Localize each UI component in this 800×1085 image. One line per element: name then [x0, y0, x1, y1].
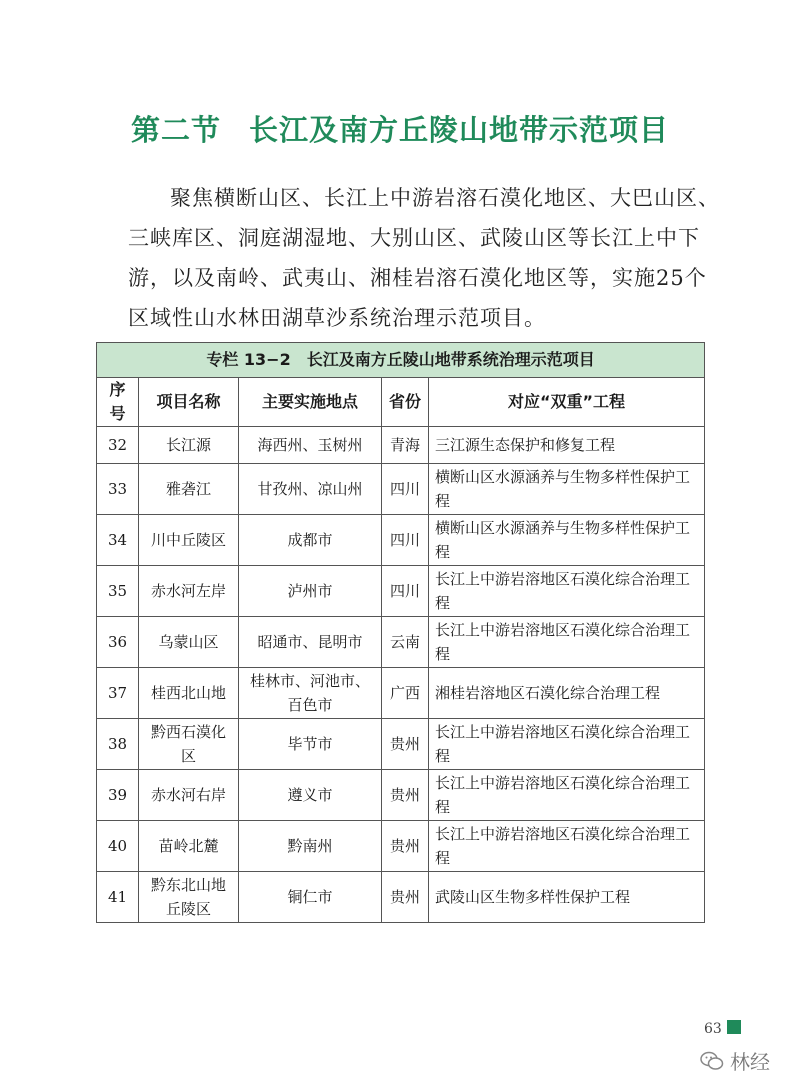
cell-location: 成都市 — [239, 515, 382, 566]
column-header-name: 项目名称 — [139, 378, 239, 427]
cell-province: 云南 — [382, 617, 429, 668]
cell-province: 四川 — [382, 464, 429, 515]
cell-no: 39 — [97, 770, 139, 821]
cell-no: 35 — [97, 566, 139, 617]
cell-no: 40 — [97, 821, 139, 872]
cell-no: 38 — [97, 719, 139, 770]
column-header-project: 对应“双重”工程 — [429, 378, 705, 427]
cell-location: 甘孜州、凉山州 — [239, 464, 382, 515]
cell-project: 横断山区水源涵养与生物多样性保护工程 — [429, 464, 705, 515]
watermark — [700, 1046, 770, 1075]
section-title — [0, 108, 800, 149]
cell-province: 贵州 — [382, 821, 429, 872]
cell-project: 长江上中游岩溶地区石漠化综合治理工程 — [429, 770, 705, 821]
section-heading: 长江及南方丘陵山地带示范项目 — [249, 113, 670, 147]
table-row — [97, 770, 705, 821]
cell-province: 四川 — [382, 566, 429, 617]
cell-project: 湘桂岩溶地区石漠化综合治理工程 — [429, 668, 705, 719]
cell-name: 乌蒙山区 — [139, 617, 239, 668]
cell-name: 赤水河右岸 — [139, 770, 239, 821]
cell-province: 广西 — [382, 668, 429, 719]
cell-location: 毕节市 — [239, 719, 382, 770]
cell-project: 三江源生态保护和修复工程 — [429, 427, 705, 464]
table-row — [97, 719, 705, 770]
cell-name: 川中丘陵区 — [139, 515, 239, 566]
table-caption: 专栏 13−2 长江及南方丘陵山地带系统治理示范项目 — [97, 343, 705, 378]
cell-project: 长江上中游岩溶地区石漠化综合治理工程 — [429, 566, 705, 617]
cell-no: 32 — [97, 427, 139, 464]
cell-no: 34 — [97, 515, 139, 566]
table-row — [97, 872, 705, 923]
cell-location: 海西州、玉树州 — [239, 427, 382, 464]
cell-project: 横断山区水源涵养与生物多样性保护工程 — [429, 515, 705, 566]
cell-name: 桂西北山地 — [139, 668, 239, 719]
cell-name: 黔东北山地丘陵区 — [139, 872, 239, 923]
table-row — [97, 464, 705, 515]
table-row — [97, 668, 705, 719]
page-marker-square — [727, 1020, 741, 1034]
cell-project: 长江上中游岩溶地区石漠化综合治理工程 — [429, 719, 705, 770]
column-header-no: 序号 — [97, 378, 139, 427]
cell-location: 泸州市 — [239, 566, 382, 617]
cell-location: 铜仁市 — [239, 872, 382, 923]
cell-location: 遵义市 — [239, 770, 382, 821]
cell-project: 长江上中游岩溶地区石漠化综合治理工程 — [429, 617, 705, 668]
cell-no: 36 — [97, 617, 139, 668]
cell-no: 33 — [97, 464, 139, 515]
cell-location: 昭通市、昆明市 — [239, 617, 382, 668]
project-table — [96, 342, 705, 923]
cell-province: 贵州 — [382, 719, 429, 770]
table-row — [97, 617, 705, 668]
table-row — [97, 566, 705, 617]
intro-paragraph: 聚焦横断山区、长江上中游岩溶石漠化地区、大巴山区、三峡库区、洞庭湖湿地、大别山区、武陵山区等长江上中下游，以及南岭、武夷山、湘桂岩溶石漠化地区等，实施25个区域性山水林田湖草沙系统治理示范项目。 — [128, 186, 720, 330]
cell-name: 赤水河左岸 — [139, 566, 239, 617]
cell-location: 桂林市、河池市、百色市 — [239, 668, 382, 719]
project-table-container — [96, 342, 704, 923]
cell-project: 武陵山区生物多样性保护工程 — [429, 872, 705, 923]
cell-province: 青海 — [382, 427, 429, 464]
cell-name: 雅砻江 — [139, 464, 239, 515]
column-header-location: 主要实施地点 — [239, 378, 382, 427]
column-header-province: 省份 — [382, 378, 429, 427]
cell-project: 长江上中游岩溶地区石漠化综合治理工程 — [429, 821, 705, 872]
cell-name: 苗岭北麓 — [139, 821, 239, 872]
cell-no: 41 — [97, 872, 139, 923]
watermark-text: 林经 — [730, 1050, 770, 1074]
table-header-row — [97, 378, 705, 427]
page-number: 63 — [704, 1021, 722, 1037]
cell-province: 贵州 — [382, 770, 429, 821]
table-row — [97, 427, 705, 464]
cell-no: 37 — [97, 668, 139, 719]
table-row — [97, 821, 705, 872]
table-row — [97, 515, 705, 566]
section-number: 第二节 — [130, 113, 221, 147]
wechat-icon — [700, 1051, 724, 1071]
cell-province: 贵州 — [382, 872, 429, 923]
cell-name: 黔西石漠化区 — [139, 719, 239, 770]
cell-province: 四川 — [382, 515, 429, 566]
table-caption-row — [97, 343, 705, 378]
cell-location: 黔南州 — [239, 821, 382, 872]
cell-name: 长江源 — [139, 427, 239, 464]
